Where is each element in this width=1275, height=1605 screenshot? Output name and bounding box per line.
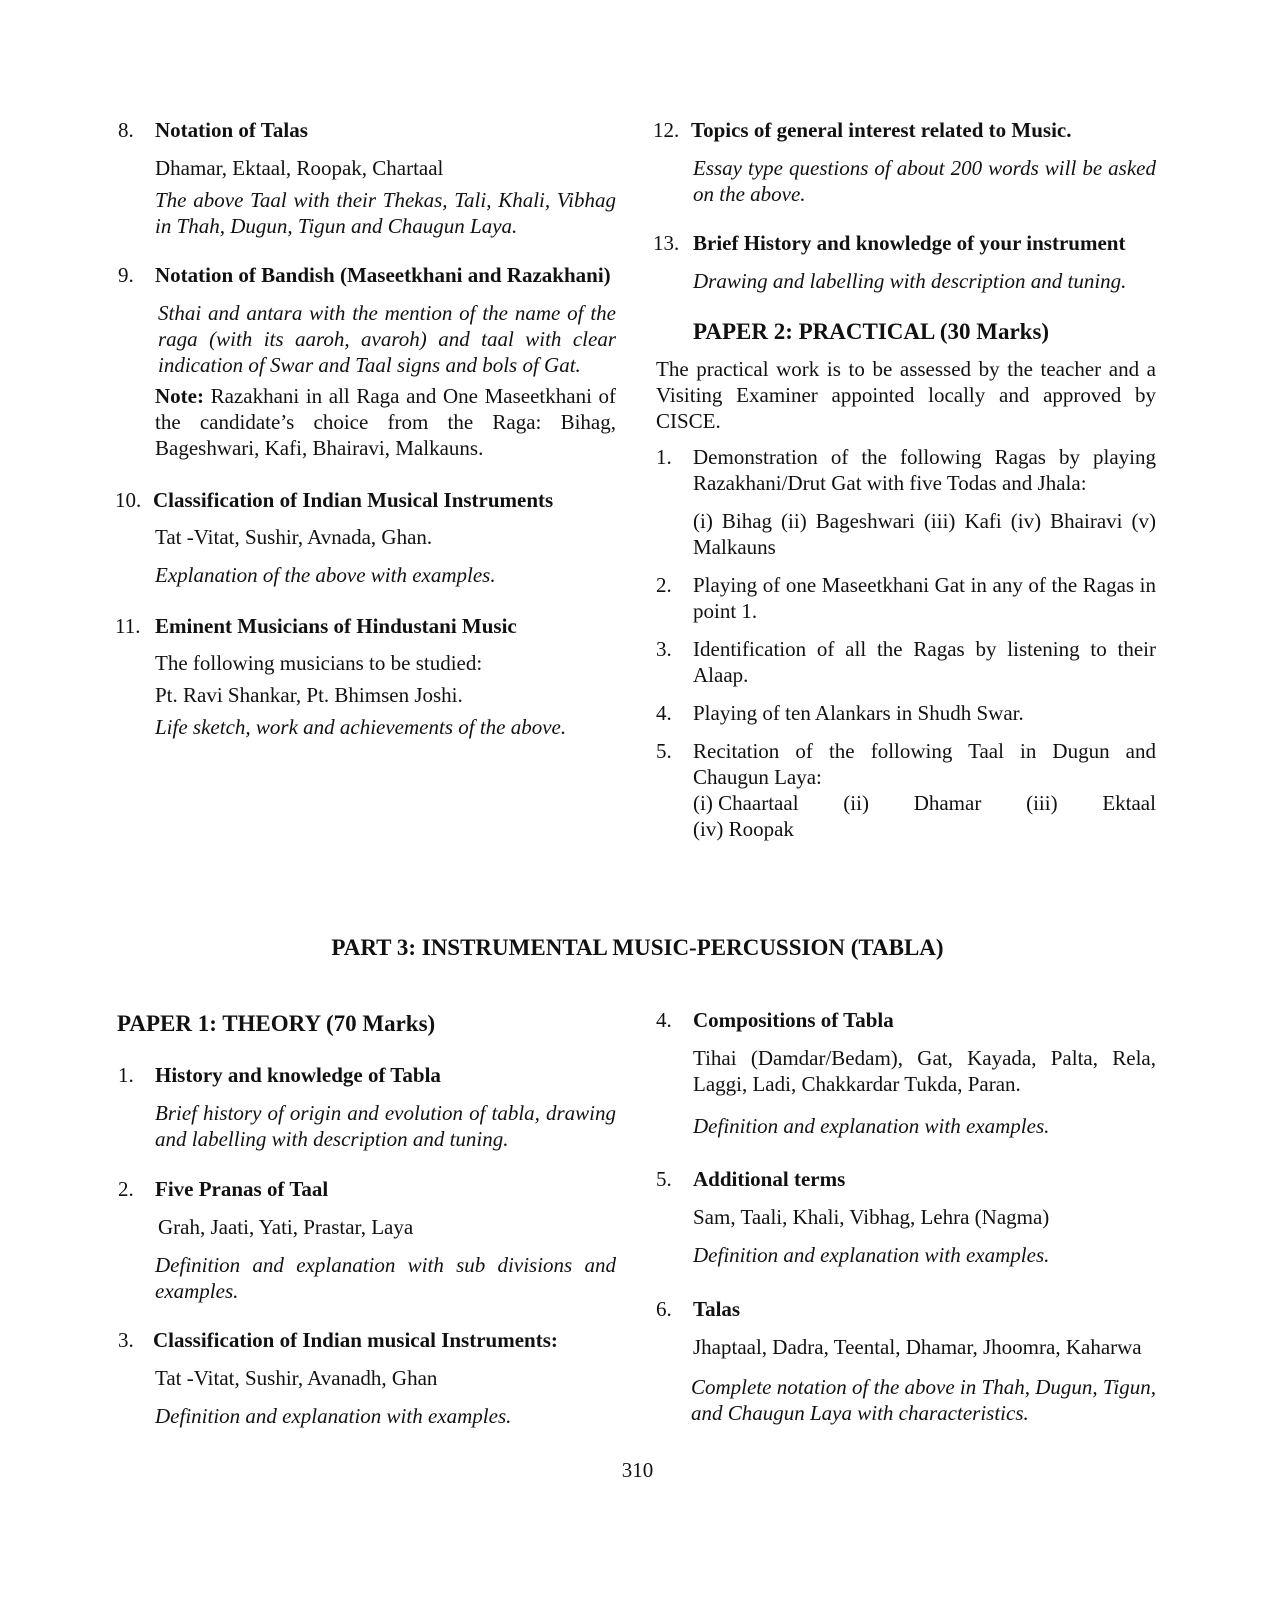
item-heading: Topics of general interest related to Music. [691, 118, 1072, 142]
item-description: Brief history of origin and evolution of tabla, drawing and labelling with description and tuning. [155, 1101, 616, 1151]
topic-13 [653, 230, 1156, 294]
practical-item-1 [656, 444, 1156, 560]
practical-item-2 [656, 572, 1156, 624]
item-number: 13. [653, 231, 680, 255]
page-number: 310 [621, 1458, 654, 1482]
taal-list-tail: (iv) Roopak [693, 817, 794, 841]
topic-12 [653, 117, 1156, 207]
item-text: Tihai (Damdar/Bedam), Gat, Kayada, Palta, Rela, Laggi, Ladi, Chakkardar Tukda, Paran. [693, 1046, 1156, 1096]
item-description: Essay type questions of about 200 words will be asked on the above. [693, 156, 1156, 206]
taal-list-part: Dhamar [913, 791, 982, 815]
tabla-topic-4 [656, 1007, 1156, 1139]
tabla-topic-1 [118, 1062, 616, 1152]
item-heading: Classification of Indian musical Instruments: [153, 1328, 558, 1352]
item-number: 3. [656, 637, 672, 661]
topic-10 [115, 487, 616, 588]
item-text: Dhamar, Ektaal, Roopak, Chartaal [155, 156, 444, 180]
item-heading: Eminent Musicians of Hindustani Music [155, 614, 517, 638]
item-text: Tat -Vitat, Sushir, Avnada, Ghan. [155, 525, 433, 549]
item-text: Grah, Jaati, Yati, Prastar, Laya [158, 1215, 414, 1239]
item-description: Definition and explanation with examples. [693, 1114, 1050, 1138]
item-description: The above Taal with their Thekas, Tali, Khali, Vibhag in Thah, Dugun, Tigun and Chaugun Laya. [155, 188, 616, 238]
taal-list-part: (ii) [843, 791, 869, 815]
item-number: 10. [115, 488, 142, 512]
practical-item-4 [656, 700, 1156, 726]
item-heading: Classification of Indian Musical Instruments [153, 488, 554, 512]
paper2-intro: The practical work is to be assessed by the teacher and a Visiting Examiner appointed locally and approved by CISCE. [656, 357, 1156, 433]
item-heading: Notation of Talas [155, 118, 308, 142]
tabla-topic-2 [118, 1176, 616, 1304]
paper2-title: PAPER 2: PRACTICAL (30 Marks) [693, 319, 1050, 344]
item-number: 4. [656, 701, 672, 725]
item-number: 12. [653, 118, 680, 142]
part3-title: PART 3: INSTRUMENTAL MUSIC-PERCUSSION (TABLA) [331, 935, 944, 960]
item-note [155, 383, 616, 461]
tabla-topic-6 [656, 1296, 1156, 1426]
item-description: Explanation of the above with examples. [155, 563, 496, 587]
item-text: Jhaptaal, Dadra, Teental, Dhamar, Jhoomra, Kaharwa [693, 1335, 1142, 1359]
item-number: 2. [656, 573, 672, 597]
taal-list-part: Ektaal [1102, 791, 1156, 815]
item-number: 1. [656, 445, 672, 469]
topic-11 [115, 613, 616, 740]
item-heading: Five Pranas of Taal [155, 1177, 329, 1201]
tabla-topic-5 [656, 1166, 1156, 1268]
item-text: Playing of ten Alankars in Shudh Swar. [693, 701, 1024, 725]
item-description: Definition and explanation with sub divisions and examples. [155, 1253, 616, 1303]
tabla-topic-3 [118, 1327, 616, 1429]
item-text: Recitation of the following Taal in Dugun and Chaugun Laya: [693, 739, 1156, 789]
taal-list-part: (i) Chaartaal [693, 791, 799, 815]
item-description: Definition and explanation with examples. [155, 1404, 512, 1428]
left-top-column [115, 117, 616, 740]
item-text-2: Pt. Ravi Shankar, Pt. Bhimsen Joshi. [155, 683, 463, 707]
item-number: 9. [118, 263, 134, 287]
item-heading: Brief History and knowledge of your instrument [693, 231, 1126, 255]
item-text: Sam, Taali, Khali, Vibhag, Lehra (Nagma) [693, 1205, 1050, 1229]
right-bottom-column [656, 1007, 1156, 1426]
item-number: 3. [118, 1328, 134, 1352]
item-number: 4. [656, 1008, 672, 1032]
item-description: Life sketch, work and achievements of the above. [155, 715, 567, 739]
item-description: Definition and explanation with examples. [693, 1243, 1050, 1267]
paper1-title: PAPER 1: THEORY (70 Marks) [117, 1011, 436, 1036]
item-number: 11. [115, 614, 141, 638]
item-number: 5. [656, 739, 672, 763]
item-description: Complete notation of the above in Thah, Dugun, Tigun, and Chaugun Laya with characteristics. [691, 1375, 1156, 1425]
item-heading: Additional terms [693, 1167, 846, 1191]
item-text: Tat -Vitat, Sushir, Avanadh, Ghan [155, 1366, 438, 1390]
topic-8 [118, 117, 616, 239]
item-heading: Notation of Bandish (Maseetkhani and Razakhani) [155, 263, 611, 287]
practical-item-3 [656, 636, 1156, 688]
item-description: Sthai and antara with the mention of the name of the raga (with its aaroh, avaroh) and taal with clear indication of Swar and Taal signs and bols of Gat. [158, 301, 616, 377]
item-subtext: (i) Bihag (ii) Bageshwari (iii) Kafi (iv) Bhairavi (v) Malkauns [693, 509, 1156, 559]
right-top-column [653, 117, 1156, 842]
item-number: 5. [656, 1167, 672, 1191]
item-heading: Talas [693, 1297, 741, 1321]
note-text: Razakhani in all Raga and One Maseetkhani of the candidate’s choice from the Raga: Bihag, Bageshwari, Kafi, Bhairavi, Malkauns. [155, 384, 616, 460]
left-bottom-column [118, 1010, 616, 1429]
item-text: The following musicians to be studied: [155, 651, 483, 675]
taal-list [693, 790, 1156, 816]
item-number: 8. [118, 118, 134, 142]
item-number: 2. [118, 1177, 134, 1201]
item-heading: Compositions of Tabla [693, 1008, 894, 1032]
item-text: Identification of all the Ragas by listening to their Alaap. [693, 637, 1156, 687]
item-heading: History and knowledge of Tabla [155, 1063, 441, 1087]
practical-item-5 [656, 738, 1156, 842]
topic-9 [118, 262, 616, 461]
note-label: Note: [155, 384, 204, 408]
item-number: 1. [118, 1063, 134, 1087]
item-description: Drawing and labelling with description and tuning. [693, 269, 1127, 293]
item-number: 6. [656, 1297, 672, 1321]
item-text: Demonstration of the following Ragas by playing Razakhani/Drut Gat with five Todas and Jhala: [693, 445, 1156, 495]
item-text: Playing of one Maseetkhani Gat in any of the Ragas in point 1. [693, 573, 1156, 623]
taal-list-part: (iii) [1026, 791, 1058, 815]
